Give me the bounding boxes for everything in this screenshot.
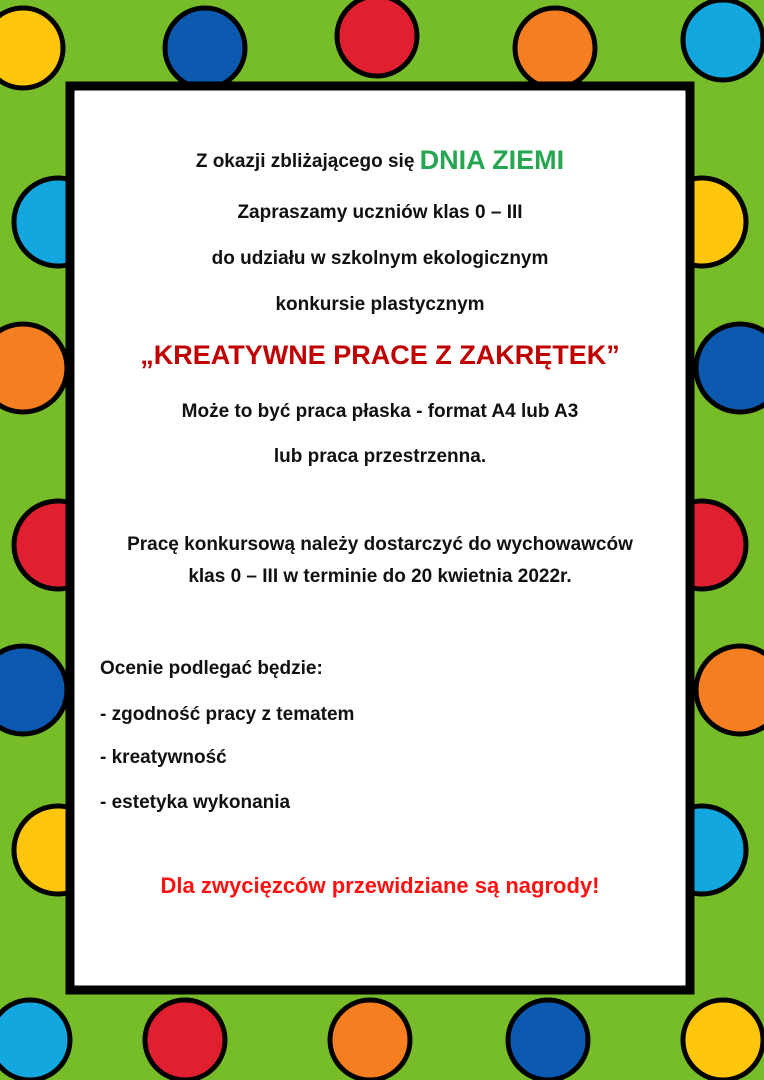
earth-day-highlight: DNIA ZIEMI — [419, 145, 565, 175]
intro-prefix: Z okazji zbliżającego się — [195, 151, 415, 172]
criteria-item-2: - kreatywność — [100, 747, 227, 768]
border-dot — [337, 0, 417, 76]
border-dot — [515, 8, 595, 88]
border-dot — [683, 0, 763, 80]
poster-content — [70, 86, 690, 990]
criteria-heading: Ocenie podlegać będzie: — [100, 658, 323, 679]
contest-title: „KREATYWNE PRACE Z ZAKRĘTEK” — [140, 340, 620, 370]
border-dot — [0, 324, 67, 412]
prize-note: Dla zwycięzców przewidziane są nagrody! — [160, 873, 600, 898]
border-dot — [683, 1000, 763, 1080]
invite-line-1: Zapraszamy uczniów klas 0 – III — [237, 202, 523, 223]
border-dot — [0, 8, 63, 88]
invite-line-2: do udziału w szkolnym ekologicznym — [211, 248, 549, 269]
format-line-1: Może to być praca płaska - format A4 lub A3 — [181, 401, 579, 422]
delivery-line-1: Pracę konkursową należy dostarczyć do wychowawców — [127, 534, 633, 555]
border-dot — [330, 1000, 410, 1080]
criteria-item-1: - zgodność pracy z tematem — [100, 704, 355, 725]
invite-line-3: konkursie plastycznym — [275, 294, 485, 315]
border-dot — [145, 1000, 225, 1080]
intro-line — [70, 145, 690, 175]
criteria-item-3: - estetyka wykonania — [100, 792, 291, 813]
border-dot — [696, 646, 764, 734]
format-line-2: lub praca przestrzenna. — [273, 446, 487, 467]
border-dot — [508, 1000, 588, 1080]
border-dot — [165, 8, 245, 88]
border-dot — [0, 1000, 70, 1080]
delivery-line-2: klas 0 – III w terminie do 20 kwietnia 2022r. — [188, 566, 572, 587]
border-dot — [696, 324, 764, 412]
border-dot — [0, 646, 67, 734]
